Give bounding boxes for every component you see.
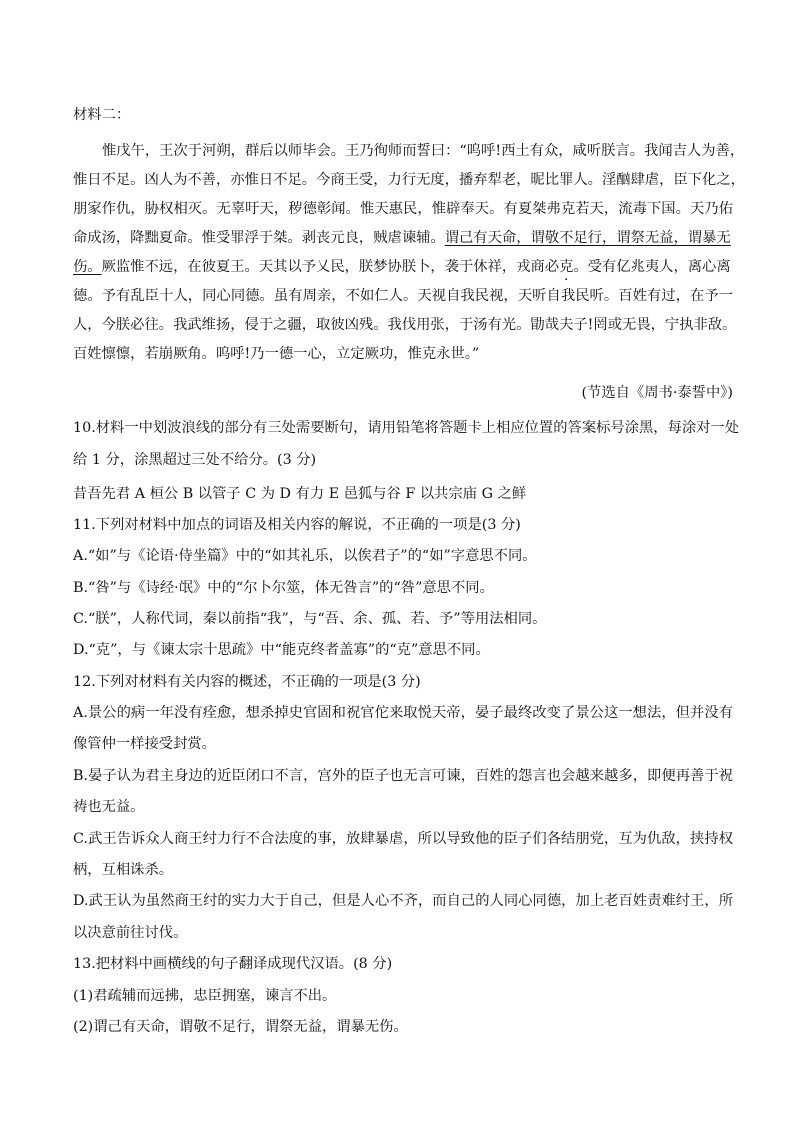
q11-option-a: A.“如”与《论语·侍坐篇》中的“如其礼乐，以俟君子”的“如”字意思不同。 [73,548,537,564]
q10-stem: 10.材料一中划波浪线的部分有三处需要断句，请用铅笔将答题卡上相应位置的答案标号涂黑，每涂对一处 [73,420,740,436]
q12-option-b: B.晏子认为君主身边的近臣闭口不言，宫外的臣子也无言可谏，百姓的怨言也会越来越多，即便再善于祝 [73,768,733,784]
q11-option-d: D.“克”，与《谏太宗十思疏》中“能克终者盖寡”的“克”意思不同。 [73,642,490,658]
q11-option-c: C.“朕”，人称代词，秦以前指“我”，与“吾、余、孤、若、予”等用法相同。 [73,611,547,627]
passage-line: 朋家作仇，胁权相灭。无辜吁天，秽德彰闻。惟天惠民，惟辟奉天。有夏桀弗克若天，流毒下国。天乃佑 [73,201,733,217]
q12-option-d: D.武王认为虽然商王纣的实力大于自己，但是人心不齐，而自己的人同心同德，加上老百姓责难纣王，所 [73,893,733,909]
passage-line: 惟日不足。凶人为不善，亦惟日不足。今商王受，力行无度，播弃犁老，昵比罪人。淫酗肆虐，臣下化之， [73,172,745,188]
q12-option-a-cont: 像管仲一样接受封赏。 [73,736,216,752]
passage-line: 人，今朕必往。我武维扬，侵于之疆，取彼凶残。我伐用张，于汤有光。勖哉夫子!罔或无畏，宁执非敌。 [73,317,737,333]
underlined-sentence-end: 伤。 [73,259,102,275]
passage-line [73,257,733,277]
q10-stem-cont: 给 1 分，涂黑超过三处不给分。(3 分) [73,452,317,468]
q11-option-b: B.“咎”与《诗经·氓》中的“尔卜尔筮，体无咎言”的“咎”意思不同。 [73,580,494,596]
q12-option-b-cont: 祷也无益。 [73,799,145,815]
q13-stem: 13.把材料中画横线的句子翻译成现代汉语。(8 分) [73,956,393,972]
q12-option-a: A.景公的病一年没有痊愈，想杀掉史官固和祝官佗来取悦天帝，晏子最终改变了景公这一想法，但并没有 [73,705,733,721]
passage-text: 厥监惟不远，在彼夏王。天其以予乂民，朕梦协朕卜，袭于休祥，戎商必 [101,259,560,275]
passage-text: 。受有亿兆夷人，离心离 [573,259,731,275]
source-citation: (节选自《周书·泰誓中》) [581,385,733,401]
q12-option-c: C.武王告诉众人商王纣力行不合法度的事，放肆暴虐，所以导致他的臣子们各结朋党，互为仇敌，挟持权 [73,831,733,847]
passage-text: 命成汤，降黜夏命。惟受罪浮于桀。剥丧元良，贼虐谏辅。 [73,230,445,246]
passage-line: 惟戊午，王次于河朔，群后以师毕会。王乃徇师而誓曰：“呜呼!西土有众，咸听朕言。我闻吉人为善， [102,143,745,159]
q12-stem: 12.下列对材料有关内容的概述，不正确的一项是(3 分) [73,674,421,690]
underlined-sentence: 谓己有天命，谓敬不足行，谓祭无益，谓暴无 [444,230,731,246]
passage-line: 德。予有乱臣十人，同心同德。虽有周亲，不如仁人。天视自我民视，天听自我民听。百姓有过，在予一 [73,288,733,304]
q12-option-d-cont: 以决意前往讨伐。 [73,925,188,941]
material-heading: 材料二： [73,107,131,123]
q10-options: 昔吾先君 A 桓公 B 以管子 C 为 D 有力 E 邑狐与谷 F 以共宗庙 G 之鲜 [73,486,527,502]
q11-stem: 11.下列对材料中加点的词语及相关内容的解说，不正确的一项是(3 分) [73,517,521,533]
passage-line: 百姓懔懔，若崩厥角。呜呼!乃一德一心，立定厥功，惟克永世。” [73,346,480,362]
q13-sentence-1: (1)君疏辅而远拂，忠臣拥塞，谏言不出。 [73,988,337,1004]
q13-sentence-2: (2)谓己有天命，谓敬不足行，谓祭无益，谓暴无伤。 [73,1019,408,1035]
q12-option-c-cont: 柄，互相诛杀。 [73,862,174,878]
dotted-word-ke: 克 [559,259,574,275]
passage-line [73,228,733,248]
